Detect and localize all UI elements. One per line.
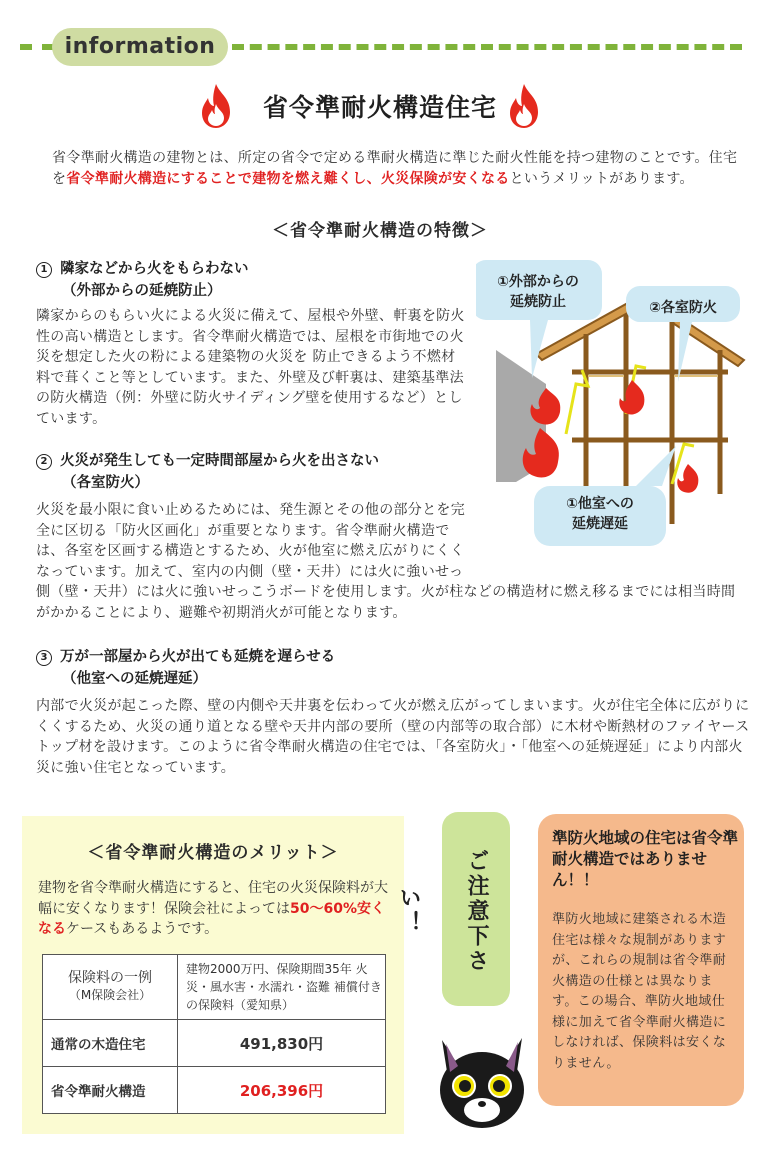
page-title: 省令準耐火構造住宅: [262, 93, 497, 122]
table-header-label: 保険料の一例 （M保険会社）: [43, 955, 178, 1020]
feature-2-body-b: 側（壁・天井）には火に強いせっこうボードを使用します。火が柱などの構造材に燃え移るまでには相当時間がかかることにより、避難や初期消火が可能となります。: [36, 584, 736, 621]
merit-highlight: 50～60%安くなる: [38, 900, 385, 937]
bubble-3-line-2: 延焼遅延: [572, 516, 628, 532]
feature-3-heading: 3 万が一部屋から火が出ても延焼を遅らせる （他室への延焼遅延）: [36, 646, 636, 690]
bubble-3-line-1: ①他室への: [566, 496, 634, 512]
feature-2-body-a: 火災を最小限に食い止めるためには、発生源とその他の部分とを完全に区切る「防火区画化」が重要となります。省令準耐火構造では、各室を区画する構造とするため、火が他室に燃え広がりにくくなっています。加えて、室内の内側（壁・天井）には火に強いせっ: [36, 502, 465, 580]
note-body: 準防火地域に建築される木造住宅は様々な規制がありますが、これらの規制は省令準耐火構造の仕様とは異なります。この場合、準防火地域仕様に加えて省令準耐火構造にしなければ、保険料は安くなりません。: [552, 912, 727, 1071]
note-box: [538, 814, 744, 1106]
merit-title: ＜省令準耐火構造のメリット＞: [87, 843, 339, 863]
feature-1-heading: 1 隣家などから火をもらわない （外部からの延焼防止）: [36, 258, 476, 302]
table-row: 通常の木造住宅 491,830円: [43, 1020, 386, 1067]
note-title: 準防火地域の住宅は省令準耐火構造ではありません！！: [552, 829, 739, 889]
table-row: 省令準耐火構造 206,396円: [43, 1067, 386, 1114]
features-title: ＜省令準耐火構造の特徴＞: [272, 221, 488, 241]
insurance-table: [42, 954, 386, 1114]
header-divider-left: [20, 44, 54, 50]
table-header-conditions: 建物2000万円、保険期間35年 火災・風水害・水濡れ・盗難 補償付きの保険料（愛知県）: [178, 955, 386, 1020]
feature-2-heading: 2 火災が発生しても一定時間部屋から火を出さない （各室防火）: [36, 450, 476, 494]
flame-icon: [504, 82, 544, 130]
bubble-1-line-1: ①外部からの: [497, 274, 579, 290]
feature-3-body: 内部で火災が起こった際、壁の内側や天井裏を伝わって火が燃え広がってしまいます。火が住宅全体に広がりにくくするため、火災の通り道となる壁や天井内部の要所（壁の内部等の取合部）に木材や断熱材のファイヤーストップ材を設けます。このように省令準耐火構造の住宅では、「各室防火」・「他室への延焼遅延」により内部火災に強い住宅となっています。: [36, 698, 750, 776]
intro-paragraph: 省令準耐火構造の建物とは、所定の省令で定める準耐火構造に準じた耐火性能を持つ建物のことです。住宅を省令準耐火構造にすることで建物を燃え難くし、火災保険が安くなるというメリットがあります。: [52, 150, 738, 187]
merit-text: 建物を省令準耐火構造にすると、住宅の火災保険料が大幅に安くなります！保険会社によっては50～60%安くなるケースもあるようです。: [38, 880, 388, 937]
caution-banner: [396, 812, 510, 1006]
black-cat-icon: [430, 1020, 534, 1136]
bubble-1-line-2: 延焼防止: [510, 294, 566, 310]
caution-label: ご注意下さい！: [396, 848, 489, 974]
information-tag: information: [52, 28, 228, 66]
bubble-2-text: ②各室防火: [649, 300, 717, 316]
house-fire-diagram: [476, 254, 748, 554]
header-divider-right: [232, 44, 742, 50]
intro-highlight: 省令準耐火構造にすることで建物を燃え難くし、火災保険が安くなる: [66, 170, 510, 187]
feature-1-body: 隣家からのもらい火による火災に備えて、屋根や外壁、軒裏を防火性の高い構造とします。省令準耐火構造では、屋根を市街地での火災を想定した火の粉による建築物の火災を 防止できるよう不燃材料で葺くこと等としています。また、外壁及び軒裏は、建築基準法 の防火構造（例：外壁に防火サイディング壁を使用するなど）としています。: [36, 308, 465, 427]
